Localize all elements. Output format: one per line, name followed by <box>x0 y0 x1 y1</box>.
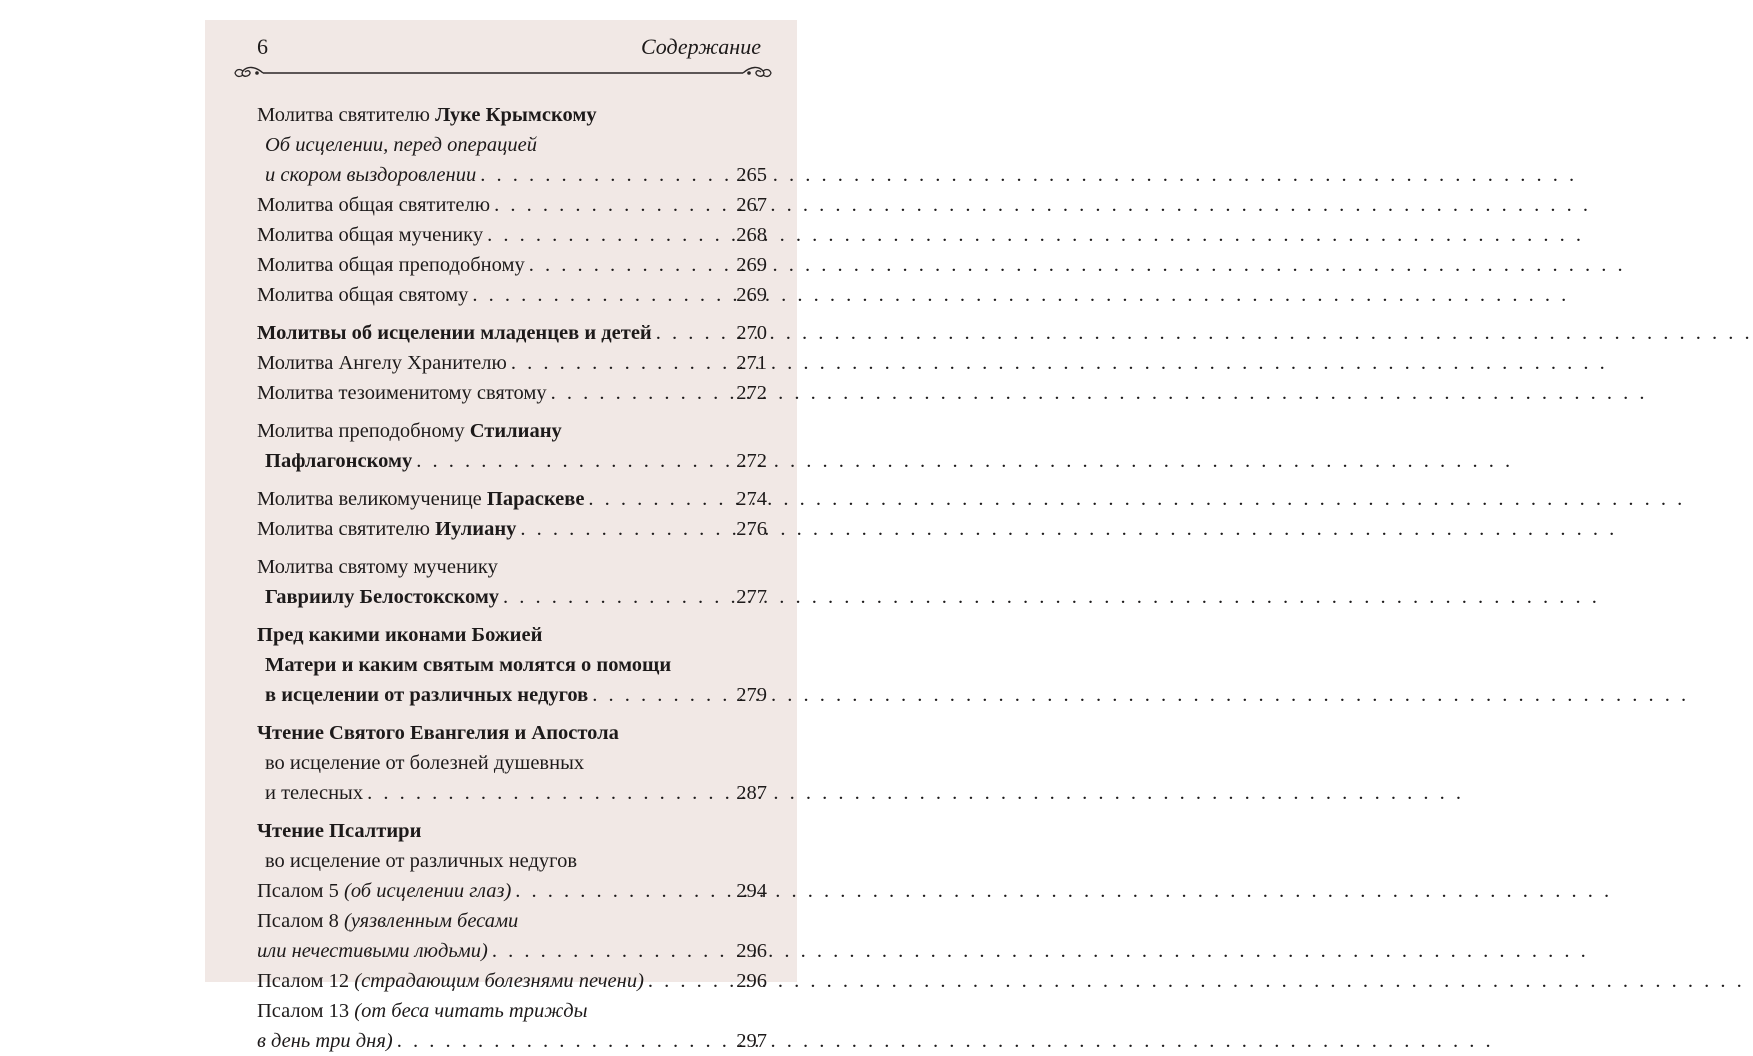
toc-entry-icons-line2: Матери и каким святым молятся о помощи <box>265 654 672 676</box>
dot-leader <box>588 680 733 710</box>
page-ref: 276 <box>736 518 767 540</box>
dot-leader <box>488 936 733 966</box>
toc-entry-children[interactable]: Молитвы об исцелении младенцев и детей . . . 270 <box>257 318 767 348</box>
page-ref: 297 <box>736 1030 767 1052</box>
page-ref: 296 <box>736 970 767 992</box>
toc-entry-psalm-13[interactable]: Псалом 13 (от беса читать трижды <box>257 1000 588 1022</box>
toc-entry-gospel[interactable]: Чтение Святого Евангелия и Апостола <box>257 722 619 744</box>
page-ref: 269 <box>736 254 767 276</box>
toc-entry-luke-subtitle-end[interactable]: и скором выздоровлении . . . 265 <box>257 160 767 190</box>
toc-entry-psalter[interactable]: Чтение Псалтири <box>257 820 422 842</box>
dot-leader <box>511 876 733 906</box>
dot-leader <box>507 348 733 378</box>
page-ref: 296 <box>736 940 767 962</box>
toc-entry-gospel-end[interactable]: и телесных . . . 287 <box>257 778 767 808</box>
toc-entry-guardian-angel[interactable]: Молитва Ангелу Хранителю . . . 271 <box>257 348 767 378</box>
toc-entry-stylian-end[interactable]: Пафлагонскому . . . 272 <box>257 446 767 476</box>
page-ref: 279 <box>736 684 767 706</box>
page-number: 6 <box>257 34 268 59</box>
page-ref: 277 <box>736 586 767 608</box>
toc-entry-icons[interactable]: Пред какими иконами Божией <box>257 624 543 646</box>
toc-entry-general-saint[interactable]: Молитва общая святому . . . 269 <box>257 280 767 310</box>
toc-entry-julian[interactable]: Молитва святителю Иулиану . . . 276 <box>257 514 767 544</box>
toc-entry-psalm-8-end[interactable]: или нечестивыми людьми) . . . 296 <box>257 936 767 966</box>
toc-entry-paraskeva[interactable]: Молитва великомученице Параскеве . . . 274 <box>257 484 767 514</box>
dot-leader <box>516 514 733 544</box>
page-ref: 294 <box>736 880 767 902</box>
toc-entry-icons-end[interactable]: в исцелении от различных недугов . . . 279 <box>257 680 767 710</box>
dot-leader <box>393 1026 733 1056</box>
toc-entry-general-martyr[interactable]: Молитва общая мученику . . . 268 <box>257 220 767 250</box>
dot-leader <box>547 378 733 408</box>
toc-entry-psalter-subtitle: во исцеление от различных недугов <box>265 850 577 872</box>
toc-entry-gospel-line2: во исцеление от болезней душевных <box>265 752 585 774</box>
toc-entry-luke[interactable]: Молитва святителю Луке Крымскому <box>257 104 597 126</box>
dot-leader <box>652 318 733 348</box>
toc-entry-gabriel-end[interactable]: Гавриилу Белостокскому . . . 277 <box>257 582 767 612</box>
toc-entry-namesake[interactable]: Молитва тезоименитому святому . . . 272 <box>257 378 767 408</box>
table-of-contents <box>257 100 767 1056</box>
page-ref: 267 <box>736 194 767 216</box>
toc-entry-general-venerable[interactable]: Молитва общая преподобному . . . 269 <box>257 250 767 280</box>
dot-leader <box>584 484 733 514</box>
toc-entry-psalm-5[interactable]: Псалом 5 (об исцелении глаз) . . . 294 <box>257 876 767 906</box>
book-page <box>205 20 797 1052</box>
page-ref: 274 <box>736 488 767 510</box>
toc-entry-luke-subtitle: Об исцелении, перед операцией <box>265 134 538 156</box>
page-ref: 287 <box>736 782 767 804</box>
toc-entry-general-hierarch[interactable]: Молитва общая святителю . . . 267 <box>257 190 767 220</box>
page-ref: 268 <box>736 224 767 246</box>
page-ref: 271 <box>736 352 767 374</box>
decorative-rule-icon <box>233 64 773 82</box>
toc-entry-stylian[interactable]: Молитва преподобному Стилиану <box>257 420 562 442</box>
dot-leader <box>525 250 733 280</box>
section-title: Содержание <box>640 34 761 59</box>
dot-leader <box>468 280 733 310</box>
page-ref: 270 <box>736 322 767 344</box>
toc-entry-psalm-8[interactable]: Псалом 8 (уязвленным бесами <box>257 910 519 932</box>
dot-leader <box>483 220 733 250</box>
dot-leader <box>644 966 733 996</box>
page-ref: 269 <box>736 284 767 306</box>
toc-entry-psalm-12[interactable]: Псалом 12 (страдающим болезнями печени) . . . 296 <box>257 966 767 996</box>
dot-leader <box>490 190 733 220</box>
dot-leader <box>363 778 733 808</box>
page-header <box>205 34 797 64</box>
dot-leader <box>499 582 733 612</box>
dot-leader <box>476 160 733 190</box>
toc-entry-gabriel[interactable]: Молитва святому мученику <box>257 556 498 578</box>
page-ref: 272 <box>736 382 767 404</box>
toc-entry-psalm-13-end[interactable]: в день три дня) . . . 297 <box>257 1026 767 1056</box>
page-ref: 265 <box>736 164 767 186</box>
page-ref: 272 <box>736 450 767 472</box>
dot-leader <box>412 446 733 476</box>
